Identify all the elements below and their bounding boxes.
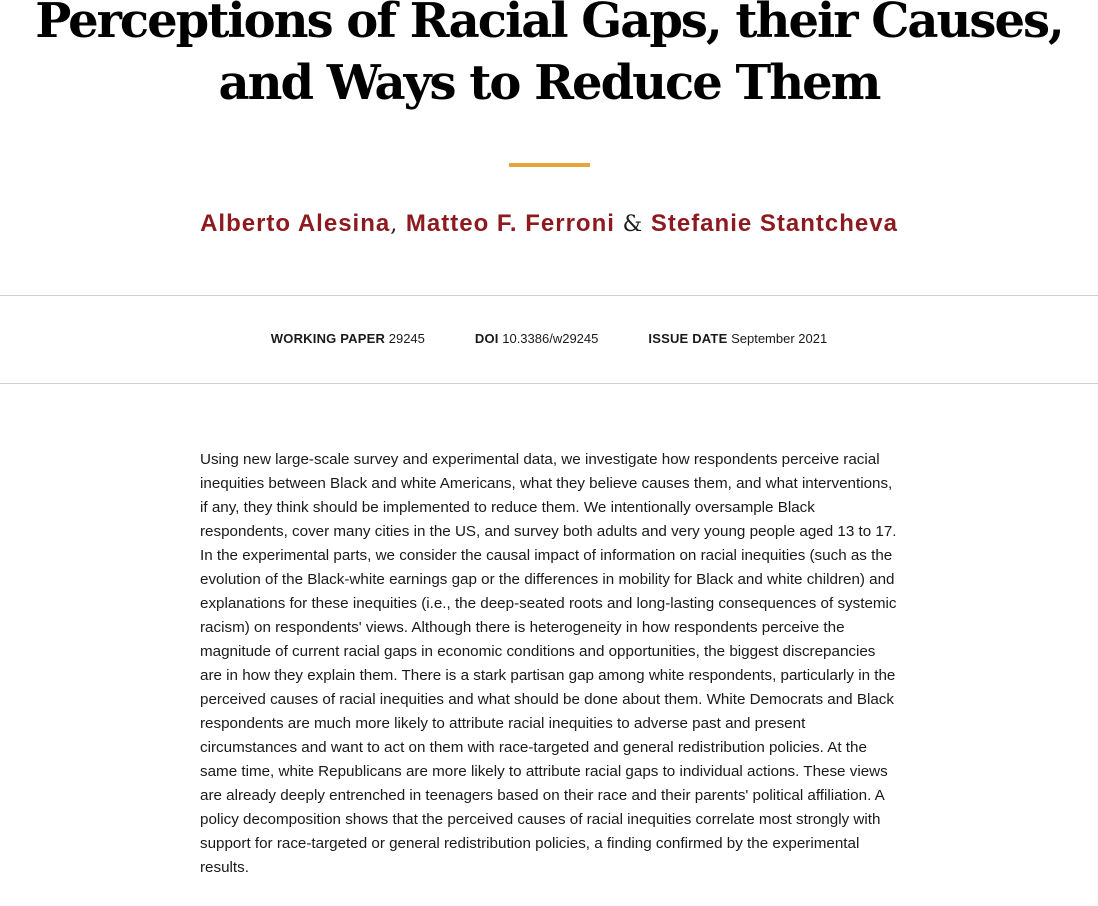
issue-date-label: ISSUE DATE (648, 331, 728, 346)
author-separator-ampersand: & (622, 212, 644, 237)
meta-divider-bottom (0, 383, 1098, 384)
author-list (0, 209, 1098, 240)
doi-label: DOI (474, 331, 499, 346)
title-accent-rule (509, 163, 590, 167)
author-link-matteo-ferroni[interactable]: Matteo F. Ferroni (405, 210, 615, 237)
author-link-stefanie-stantcheva[interactable]: Stefanie Stantcheva (650, 210, 898, 237)
issue-date (648, 331, 827, 347)
abstract-text: Using new large-scale survey and experimental data, we investigate how respondents perceive racial inequities between Black and white Americans, what they believe causes them, and what interventions, if any, they think should be implemented to reduce them. We intentionally oversample Black respondents, cover many cities in the US, and survey both adults and very young people aged 13 to 17. In the experimental parts, we consider the causal impact of information on racial inequities (such as the evolution of the Black-white earnings gap or the differences in mobility for Black and white children) and explanations for these inequities (i.e., the deep-seated roots and long-lasting consequences of systemic racism) on respondents' views. Although there is heterogeneity in how respondents perceive the magnitude of current racial gaps in economic conditions and opportunities, the biggest discrepancies are in how they explain them. There is a stark partisan gap among white respondents, particularly in the perceived causes of racial inequities and what should be done about them. White Democrats and Black respondents are much more likely to attribute racial inequities to adverse past and present circumstances and want to act on them with race-targeted and general redistribution policies. At the same time, white Republicans are more likely to attribute racial gaps to individual actions. These views are already deeply entrenched in teenagers based on their race and their parents' political affiliation. A policy decomposition shows that the perceived causes of racial inequities correlate most strongly with support for race-targeted or general redistribution policies, a finding confirmed by the experimental results. (200, 451, 897, 876)
working-paper-value: 29245 (388, 331, 425, 346)
author-separator-comma: , (390, 212, 399, 237)
doi-value: 10.3386/w29245 (502, 331, 599, 346)
page-title: Perceptions of Racial Gaps, their Causes, and Ways to Reduce Them (35, 0, 1063, 111)
paper-metadata-bar (0, 331, 1098, 347)
doi (475, 331, 599, 347)
working-paper-label: WORKING PAPER (270, 331, 386, 346)
author-link-alberto-alesina[interactable]: Alberto Alesina (200, 210, 391, 237)
working-paper-number (271, 331, 425, 347)
meta-divider-top (0, 295, 1098, 296)
issue-date-value: September 2021 (731, 331, 828, 346)
